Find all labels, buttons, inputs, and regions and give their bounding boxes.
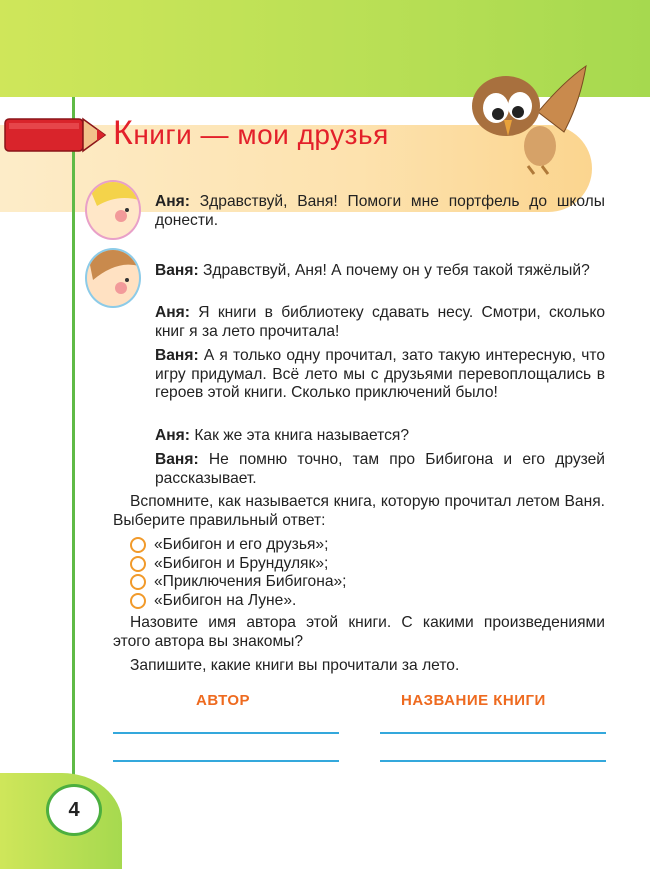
radio-circle-icon[interactable] [130,574,146,590]
answer-option[interactable]: «Бибигон и его друзья»; [130,536,347,555]
answer-option[interactable]: «Бибигон на Луне». [130,592,347,611]
radio-circle-icon[interactable] [130,593,146,609]
pencil-icon [3,117,108,153]
margin-line [72,97,75,807]
anya-avatar [85,180,141,240]
answer-option[interactable]: «Приключения Бибигона»; [130,573,347,592]
page-title: Книги — мои друзья [113,114,389,152]
dialog-line: Ваня: Не помню точно, там про Бибигона и его друзей рассказывает. [155,451,605,487]
answer-options [130,536,347,610]
author-write-line[interactable] [113,760,339,762]
radio-circle-icon[interactable] [130,537,146,553]
answer-option[interactable]: «Бибигон и Брундуляк»; [130,555,347,574]
dialog-line: Аня: Здравствуй, Ваня! Помоги мне портфель до школы донести. [155,193,605,229]
task-1: Вспомните, как называется книга, которую прочитал летом Ваня. Выберите правильный ответ: [113,493,605,529]
dialog-line: Ваня: Здравствуй, Аня! А почему он у тебя такой тяжёлый? [155,262,590,279]
dialog-line: Аня: Я книги в библиотеку сдавать несу. Смотри, сколько книг я за лето прочитала! [155,304,605,340]
vanya-avatar [85,248,141,308]
column-book-title: НАЗВАНИЕ КНИГИ [401,692,546,709]
task-2: Назовите имя автора этой книги. С какими произведениями этого автора вы знакомы? [113,614,605,650]
column-author: АВТОР [196,692,251,709]
owl-illustration [468,62,588,182]
dialog-line: Ваня: А я только одну прочитал, зато такую интересную, что игру придумал. Всё лето мы с друзьями перевоплощались в героев этой книги. Сколько приключений было! [155,347,605,401]
author-write-line[interactable] [113,732,339,734]
book-write-line[interactable] [380,732,606,734]
page-number: 4 [46,784,102,836]
radio-circle-icon[interactable] [130,556,146,572]
task-3: Запишите, какие книги вы прочитали за лето. [130,657,460,674]
book-write-line[interactable] [380,760,606,762]
dialog-line: Аня: Как же эта книга называется? [155,427,410,444]
